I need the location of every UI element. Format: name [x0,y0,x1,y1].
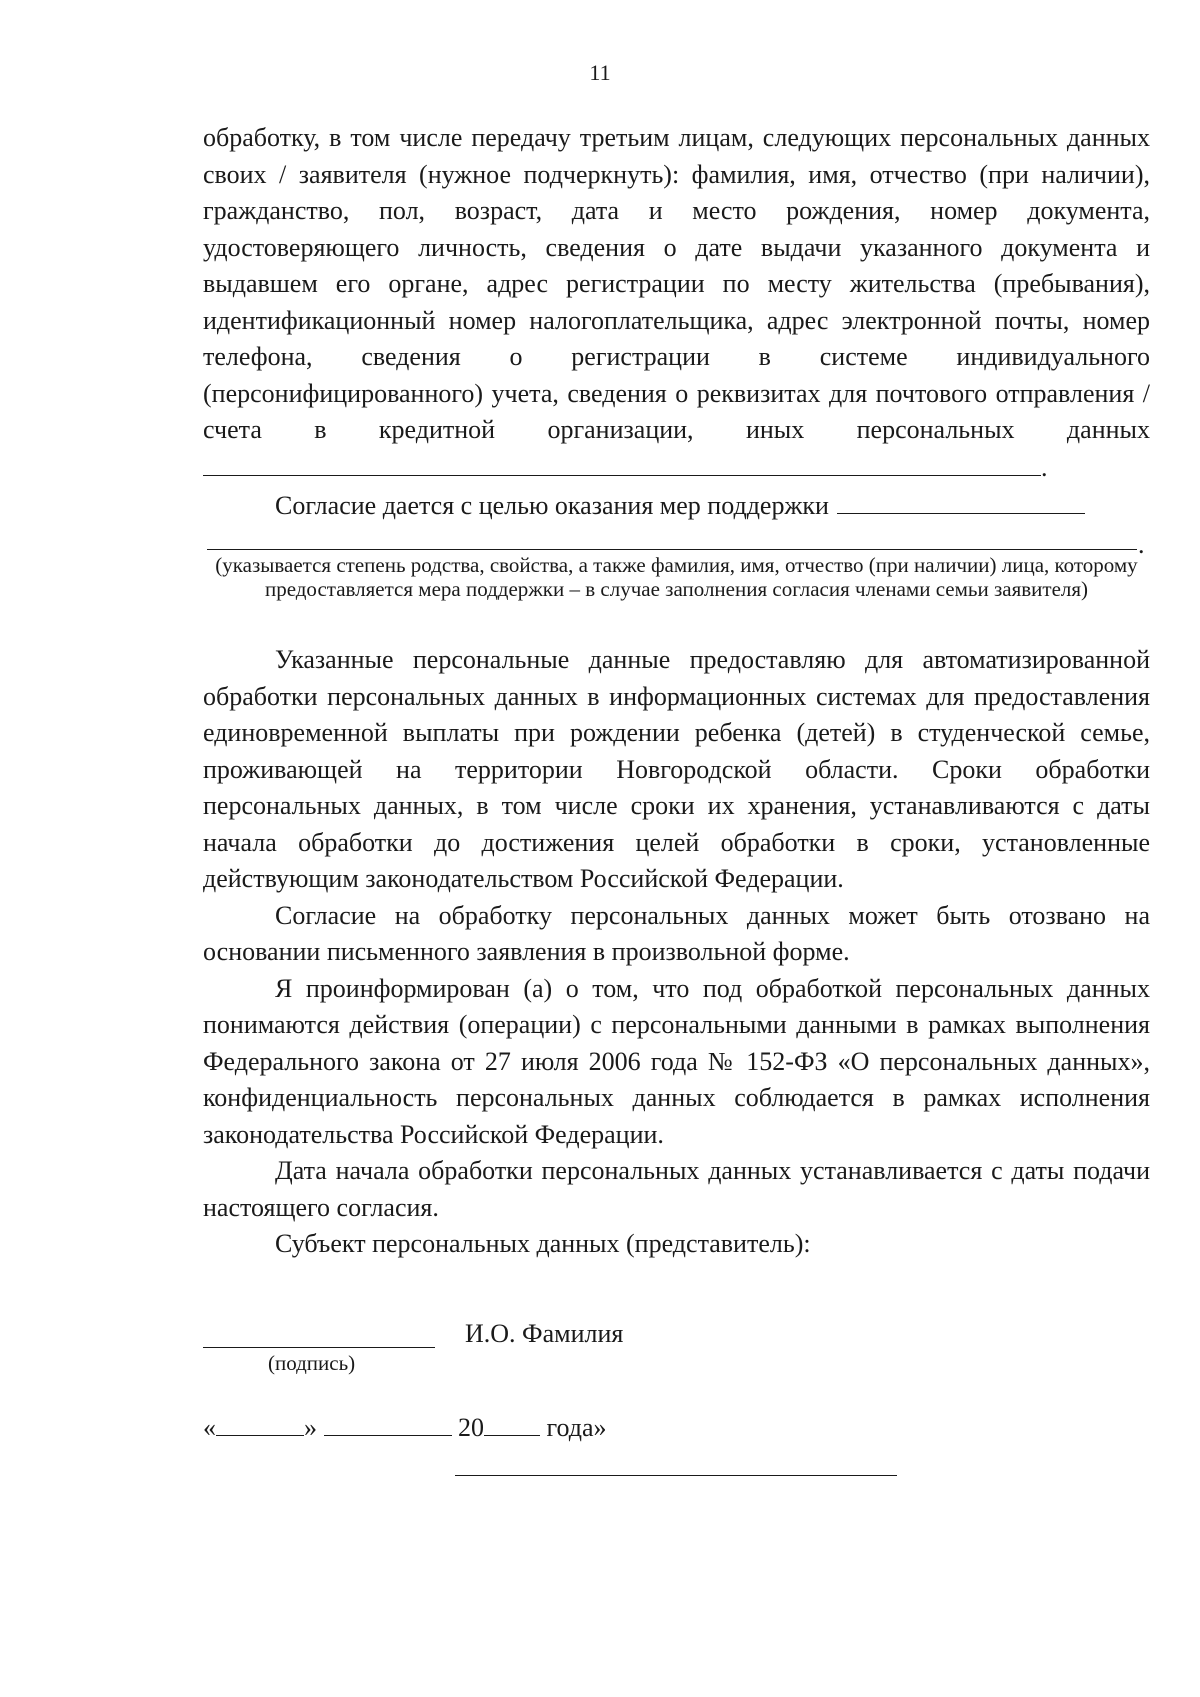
bottom-blank-line [455,1475,897,1476]
signatory-name: И.О. Фамилия [465,1319,624,1348]
date-close-quote: » [304,1413,317,1442]
other-data-blank-line [203,449,1041,476]
recipient-line-caption: (указывается степень родства, свойства, а также фамилия, имя, отчество (при наличии) лица, которому предоставляется мера поддержки – в случае заполнения согласия членами семьи заявителя) [215,553,1138,601]
date-open-quote: « [203,1413,216,1442]
page-number: 11 [589,60,611,85]
year-prefix: 20 [458,1413,484,1442]
year-blank [484,1411,540,1436]
consent-main-text [203,642,1150,1263]
consent-purpose-label: Согласие дается с целью оказания мер поддержки [275,491,829,520]
paragraph-start-date: Дата начала обработки персональных данных устанавливается с даты подачи настоящего согласия. [203,1156,1150,1222]
recipient-blank-line [207,549,1137,550]
paragraph-processing-purpose: Указанные персональные данные предоставляю для автоматизированной обработки персональных данных в информационных системах для предоставления единовременной выплаты при рождении ребенка (детей) в студенческой семье, проживающей на территории Новгородской области. Сроки обработки персональных данных, в том числе сроки их хранения, устанавливаются с даты начала обработки до достижения целей обработки в сроки, установленные действующим законодательством Российской Федерации. [203,645,1150,893]
paragraph-withdrawal: Согласие на обработку персональных данных может быть отозвано на основании письменного заявления в произвольной форме. [203,900,1150,966]
month-blank [324,1411,452,1436]
recipient-line-end-punct: . [1138,530,1145,559]
consent-purpose-line [203,487,1150,525]
day-blank [216,1411,304,1436]
consent-data-list-text: обработку, в том числе передачу третьим лицам, следующих персональных данных своих / заявителя (нужное подчеркнуть): фамилия, имя, отчество (при наличии), гражданство, пол, возраст, дата и место рождения, номер документа, удостоверяющего личность, сведения о дате выдачи указанного документа и выдавшем его органе, адрес регистрации по месту жительства (пребывания), идентификационный номер налогоплательщика, адрес электронной почты, номер телефона, сведения о регистрации в системе индивидуального (персонифицированного) учета, сведения о реквизитах для почтового отправления / счета в кредитной организации, иных персональных данных [203,123,1150,444]
purpose-blank-line [837,487,1085,514]
paragraph-informed: Я проинформирован (а) о том, что под обработкой персональных данных понимаются действия (операции) с персональными данными в рамках выполнения Федерального закона от 27 июля 2006 года № 152-ФЗ «О персональных данных», конфиденциальность персональных данных соблюдается в рамках исполнения законодательства Российской Федерации. [203,973,1150,1149]
date-row [203,1411,607,1443]
date-suffix: года» [546,1413,607,1442]
paragraph-end-punct: . [1041,452,1048,482]
signature-blank-line [203,1347,435,1348]
consent-paragraph-data-list [203,120,1150,486]
paragraph-subject: Субъект персональных данных (представитель): [275,1229,811,1258]
signature-caption: (подпись) [268,1351,356,1375]
